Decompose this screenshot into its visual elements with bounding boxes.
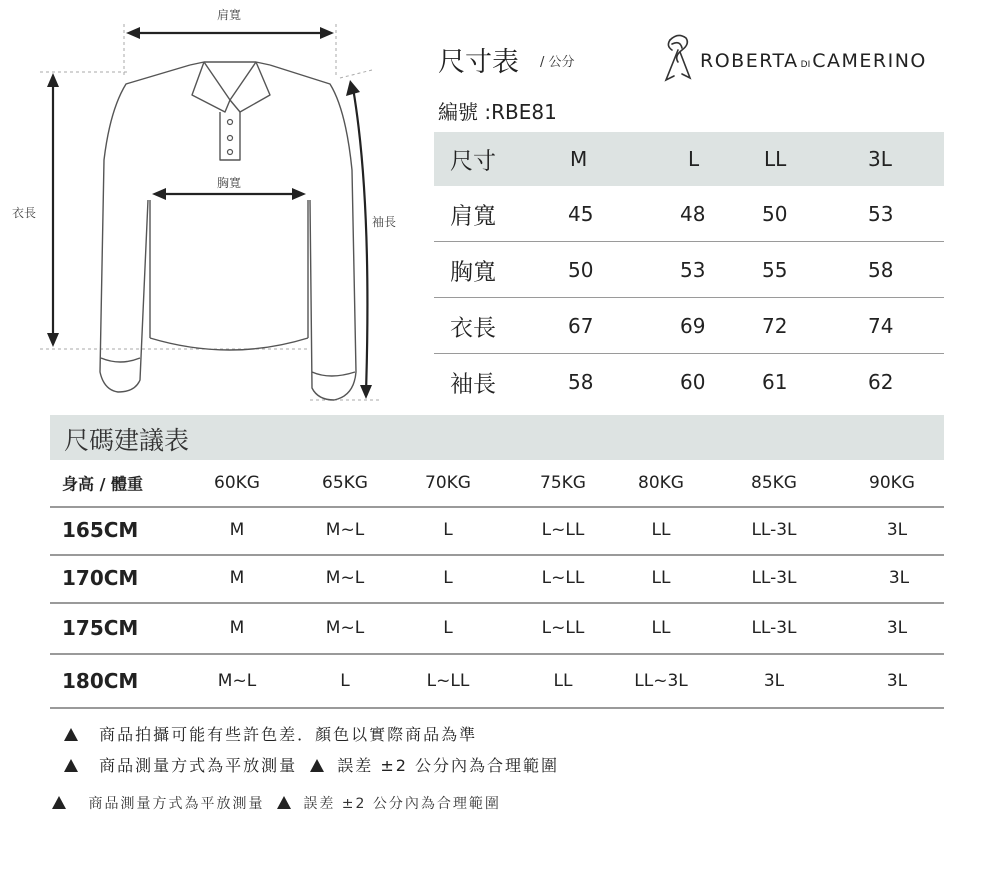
note-text: 誤差 ±2 公分內為合理範圍 bbox=[303, 796, 501, 812]
note-text: 商品測量方式為平放測量 bbox=[99, 756, 298, 775]
size-cell: 67 bbox=[568, 313, 594, 338]
rec-cell: M bbox=[229, 520, 245, 540]
size-table-row bbox=[434, 242, 944, 298]
size-cell: 69 bbox=[680, 313, 706, 338]
shoulder-width-label: 肩寬 bbox=[217, 8, 242, 22]
brand-scarf-icon bbox=[660, 30, 694, 86]
size-cell: 50 bbox=[568, 257, 594, 282]
triangle-bullet-icon bbox=[64, 728, 78, 741]
rec-cell: M bbox=[229, 568, 245, 588]
brand-name bbox=[700, 50, 927, 72]
measure-label: 胸寬 bbox=[450, 259, 496, 285]
rec-cell: L bbox=[443, 617, 453, 638]
height-label: 165CM bbox=[62, 518, 139, 542]
note-text: 誤差 ±2 公分內為合理範圍 bbox=[337, 756, 560, 775]
weight-col-header: 80KG bbox=[638, 473, 684, 493]
size-header-label: 尺寸 bbox=[450, 148, 496, 175]
rec-cell: L~LL bbox=[541, 617, 585, 638]
note-text: 商品拍攝可能有些許色差．顏色以實際商品為準 bbox=[99, 725, 478, 744]
rec-cell: L~LL bbox=[541, 520, 585, 540]
rec-cell: 3L bbox=[886, 520, 908, 540]
rec-cell: LL-3L bbox=[751, 520, 797, 540]
size-col-header: 3L bbox=[868, 147, 892, 171]
shirt-diagram bbox=[0, 0, 420, 410]
weight-col-header: 65KG bbox=[322, 473, 368, 493]
size-cell: 62 bbox=[868, 369, 894, 394]
size-table-row bbox=[434, 354, 944, 409]
weight-col-header: 90KG bbox=[869, 473, 915, 493]
recommendation-title: 尺碼建議表 bbox=[64, 426, 190, 455]
rec-cell: L bbox=[443, 520, 453, 540]
triangle-bullet-icon bbox=[52, 796, 66, 809]
measure-label: 袖長 bbox=[450, 371, 496, 397]
rec-cell: L bbox=[340, 671, 350, 691]
size-cell: 45 bbox=[568, 201, 594, 226]
rec-cell: L bbox=[443, 568, 453, 588]
rec-cell: 3L bbox=[888, 568, 910, 588]
size-col-header: L bbox=[688, 147, 700, 171]
chart-title: 尺寸表 bbox=[438, 47, 519, 78]
rec-cell: M~L bbox=[325, 520, 365, 540]
size-col-header: M bbox=[570, 147, 588, 171]
size-cell: 72 bbox=[762, 313, 788, 338]
chest-width-label: 胸寬 bbox=[217, 176, 242, 190]
size-cell: 53 bbox=[680, 257, 706, 282]
height-label: 175CM bbox=[62, 615, 139, 640]
size-cell: 55 bbox=[762, 257, 788, 282]
rec-cell: 3L bbox=[886, 671, 908, 691]
recommendation-row bbox=[50, 602, 944, 655]
body-length-label: 衣長 bbox=[12, 206, 37, 220]
unit-label: / 公分 bbox=[540, 55, 575, 70]
model-number: 編號 :RBE81 bbox=[438, 100, 557, 124]
recommendation-row bbox=[50, 554, 944, 604]
note-line bbox=[64, 753, 559, 776]
brand-logo bbox=[660, 30, 950, 86]
size-cell: 50 bbox=[762, 201, 788, 226]
triangle-bullet-icon bbox=[310, 759, 324, 772]
rec-cell: LL bbox=[651, 617, 671, 638]
recommendation-row bbox=[50, 655, 944, 709]
size-cell: 53 bbox=[868, 201, 894, 226]
size-table-row bbox=[434, 186, 944, 242]
size-cell: 60 bbox=[680, 369, 706, 394]
rec-cell: L~LL bbox=[541, 568, 585, 588]
triangle-bullet-icon bbox=[277, 796, 291, 809]
size-table-row bbox=[434, 298, 944, 354]
rec-cell: LL bbox=[553, 671, 573, 691]
measure-label: 肩寬 bbox=[450, 203, 496, 229]
rec-cell: LL~3L bbox=[634, 671, 688, 691]
size-table bbox=[434, 132, 944, 409]
brand-first: ROBERTA bbox=[700, 50, 799, 72]
note-line bbox=[52, 793, 501, 813]
recommendation-header-row bbox=[50, 460, 944, 508]
weight-col-header: 75KG bbox=[540, 473, 586, 493]
sleeve-length-label: 袖長 bbox=[372, 215, 397, 229]
recommendation-row bbox=[50, 506, 944, 556]
rec-cell: 3L bbox=[886, 617, 908, 638]
rec-cell: M~L bbox=[325, 568, 365, 588]
size-cell: 58 bbox=[868, 257, 894, 282]
note-line bbox=[64, 722, 477, 745]
weight-col-header: 70KG bbox=[425, 473, 471, 493]
brand-last: CAMERINO bbox=[812, 50, 927, 72]
height-label: 180CM bbox=[62, 669, 139, 693]
rec-cell: LL bbox=[651, 520, 671, 540]
size-cell: 58 bbox=[568, 369, 594, 394]
row-divider bbox=[50, 653, 944, 655]
weight-col-header: 60KG bbox=[214, 473, 260, 493]
triangle-bullet-icon bbox=[64, 759, 78, 772]
rec-cell: 3L bbox=[763, 671, 785, 691]
note-text: 商品測量方式為平放測量 bbox=[88, 796, 265, 812]
rec-cell: L~LL bbox=[426, 671, 470, 691]
rec-cell: LL-3L bbox=[751, 568, 797, 588]
weight-col-header: 85KG bbox=[751, 473, 797, 493]
size-cell: 74 bbox=[868, 313, 894, 338]
rec-cell: LL bbox=[651, 568, 671, 588]
height-weight-header: 身高 / 體重 bbox=[62, 474, 143, 494]
measure-label: 衣長 bbox=[450, 315, 496, 341]
brand-di: DI bbox=[800, 60, 811, 70]
rec-cell: LL-3L bbox=[751, 617, 797, 638]
rec-cell: M~L bbox=[217, 671, 257, 691]
size-cell: 61 bbox=[762, 369, 788, 394]
recommendation-title-bar bbox=[50, 415, 944, 460]
size-cell: 48 bbox=[680, 201, 706, 226]
height-label: 170CM bbox=[62, 566, 139, 590]
rec-cell: M bbox=[229, 617, 245, 638]
size-col-header: LL bbox=[764, 147, 787, 171]
rec-cell: M~L bbox=[325, 617, 365, 638]
size-table-header-row bbox=[434, 132, 944, 186]
